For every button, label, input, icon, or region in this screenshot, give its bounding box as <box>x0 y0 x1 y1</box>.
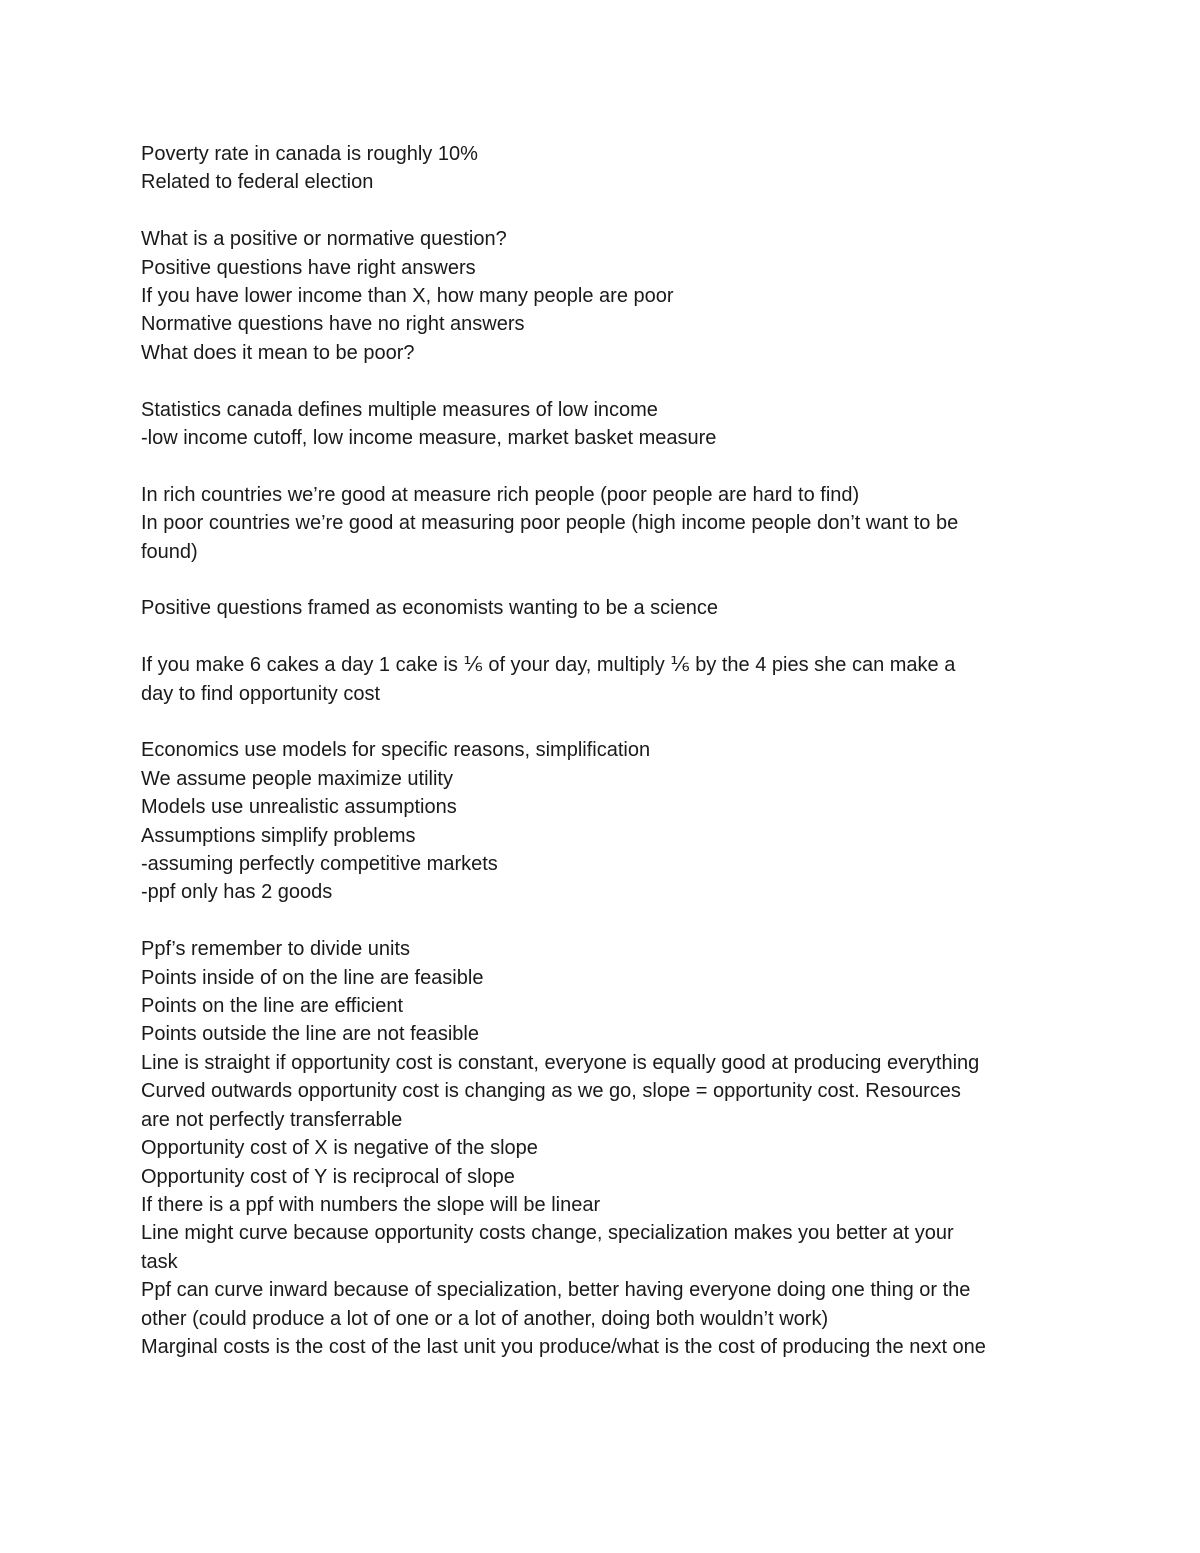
text-line: Line might curve because opportunity costs change, specialization makes you better at your <box>141 1222 954 1245</box>
paragraph-gap <box>141 367 1071 395</box>
text-line: Normative questions have no right answers <box>141 313 525 336</box>
paragraph-statistics-canada <box>141 396 1071 453</box>
text-line: Marginal costs is the cost of the last unit you produce/what is the cost of producing the next one <box>141 1335 986 1358</box>
paragraph-gap <box>141 197 1071 225</box>
text-line: We assume people maximize utility <box>141 767 453 790</box>
paragraph-gap <box>141 623 1071 651</box>
paragraph-models <box>141 736 1071 906</box>
text-line: If you make 6 cakes a day 1 cake is ⅙ of your day, multiply ⅙ by the 4 pies she can make a <box>141 654 956 677</box>
text-line: Positive questions have right answers <box>141 256 476 279</box>
text-line: Points inside of on the line are feasible <box>141 966 484 989</box>
text-line: day to find opportunity cost <box>141 682 381 705</box>
paragraph-gap <box>141 452 1071 480</box>
paragraph-gap <box>141 708 1071 736</box>
text-line: If you have lower income than X, how many people are poor <box>141 285 674 308</box>
text-line: Ppf can curve inward because of specialization, better having everyone doing one thing or the <box>141 1279 971 1302</box>
text-line: What is a positive or normative question? <box>141 228 507 251</box>
text-line: other (could produce a lot of one or a lot of another, doing both wouldn’t work) <box>141 1307 829 1330</box>
paragraph-poverty <box>141 140 1071 197</box>
document-body <box>141 140 1071 1361</box>
text-line: Economics use models for specific reasons, simplification <box>141 739 651 762</box>
paragraph-rich-poor-countries <box>141 481 1071 566</box>
text-line: Statistics canada defines multiple measures of low income <box>141 398 658 421</box>
text-line: Opportunity cost of Y is reciprocal of slope <box>141 1165 515 1188</box>
text-line: Opportunity cost of X is negative of the slope <box>141 1137 538 1160</box>
text-line: Line is straight if opportunity cost is constant, everyone is equally good at producing everything <box>141 1051 980 1074</box>
text-line: Positive questions framed as economists wanting to be a science <box>141 597 718 620</box>
text-line: Points on the line are efficient <box>141 995 404 1018</box>
paragraph-gap <box>141 566 1071 594</box>
text-line: are not perfectly transferrable <box>141 1108 403 1131</box>
text-line: -low income cutoff, low income measure, market basket measure <box>141 427 717 450</box>
text-line: Curved outwards opportunity cost is changing as we go, slope = opportunity cost. Resources <box>141 1080 961 1103</box>
text-line: Models use unrealistic assumptions <box>141 796 457 819</box>
text-line: In poor countries we’re good at measuring poor people (high income people don’t want to be <box>141 512 959 535</box>
text-line: If there is a ppf with numbers the slope will be linear <box>141 1193 601 1216</box>
text-line: task <box>141 1250 178 1273</box>
paragraph-positive-normative <box>141 225 1071 367</box>
paragraph-ppf <box>141 935 1071 1361</box>
text-line: Points outside the line are not feasible <box>141 1023 479 1046</box>
text-line: Poverty rate in canada is roughly 10% <box>141 143 478 165</box>
text-line: Assumptions simplify problems <box>141 824 416 847</box>
paragraph-science <box>141 594 1071 622</box>
text-line: -assuming perfectly competitive markets <box>141 853 498 876</box>
text-line: -ppf only has 2 goods <box>141 881 333 904</box>
text-line: Ppf’s remember to divide units <box>141 938 411 961</box>
text-line: Related to federal election <box>141 171 374 194</box>
text-line: found) <box>141 540 198 563</box>
paragraph-opportunity-cost-example <box>141 651 1071 708</box>
text-line: In rich countries we’re good at measure rich people (poor people are hard to find) <box>141 483 860 506</box>
text-line: What does it mean to be poor? <box>141 341 415 364</box>
paragraph-gap <box>141 907 1071 935</box>
